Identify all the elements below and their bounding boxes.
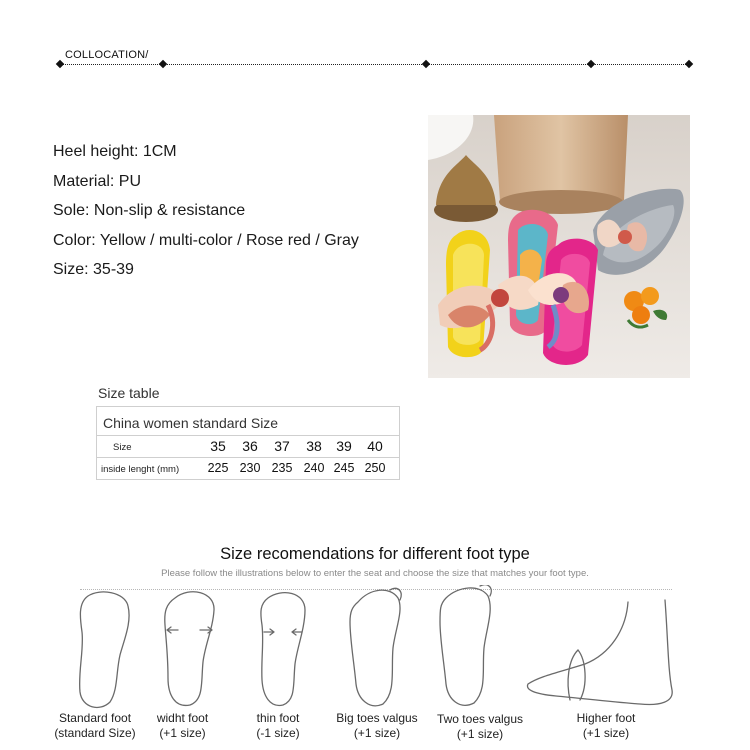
divider-marker (159, 60, 167, 68)
spec-color: Color: Yellow / multi-color / Rose red / Gray (53, 231, 359, 249)
two-toes-valgus-icon (440, 585, 491, 705)
foot-type-name: thin foot (256, 711, 300, 725)
divider-marker (56, 60, 64, 68)
length-cell: 235 (271, 461, 293, 475)
length-cell: 240 (303, 461, 325, 475)
foot-type-label (45, 711, 145, 741)
standard-foot-icon (80, 592, 130, 708)
foot-type-name: Two toes valgus (436, 712, 524, 726)
spec-sole: Sole: Non-slip & resistance (53, 202, 246, 219)
foot-type-label (140, 711, 225, 741)
foot-type-name: Standard foot (58, 711, 132, 725)
size-table-title: Size table (98, 385, 160, 401)
spec-heel-height: Heel height: 1CM (53, 143, 177, 160)
foot-type-label (238, 711, 318, 741)
divider-marker (685, 60, 693, 68)
foot-type-illustrations (0, 585, 750, 710)
wide-foot-icon (165, 592, 214, 706)
size-table-header-label: China women standard Size (103, 415, 279, 431)
length-row (97, 458, 399, 479)
size-cell: 35 (210, 438, 226, 454)
foot-type-name: widht foot (156, 711, 209, 725)
foot-type-note: (+1 size) (582, 726, 630, 740)
product-photo (428, 115, 690, 378)
foot-type-label (328, 711, 426, 741)
divider-marker (587, 60, 595, 68)
foot-type-note: (+1 size) (353, 726, 401, 740)
spec-material: Material: PU (53, 172, 142, 190)
size-table (96, 406, 400, 480)
size-row-label: Size (113, 442, 132, 453)
higher-foot-icon (527, 600, 672, 704)
size-row (97, 436, 399, 458)
size-cell: 36 (242, 438, 258, 454)
product-specs (53, 137, 359, 285)
length-row-label: inside lenght (mm) (101, 464, 180, 475)
big-toes-valgus-icon (350, 588, 401, 705)
length-cell: 245 (333, 461, 355, 475)
size-cell: 40 (367, 438, 383, 454)
foot-type-note: (standard Size) (54, 726, 136, 740)
spec-size: Size: 35-39 (53, 261, 134, 278)
size-cell: 39 (336, 438, 352, 454)
section-label: COLLOCATION/ (65, 49, 149, 61)
foot-type-name: Big toes valgus (336, 711, 418, 725)
thin-foot-icon (261, 593, 305, 706)
foot-type-note: (-1 size) (256, 726, 300, 740)
dotted-divider (60, 64, 692, 65)
size-cell: 37 (274, 438, 290, 454)
length-cell: 225 (207, 461, 229, 475)
foot-type-note: (+1 size) (456, 727, 504, 741)
foot-type-label (560, 711, 652, 741)
foot-type-label (430, 712, 530, 742)
size-cell: 38 (306, 438, 322, 454)
foot-type-name: Higher foot (576, 711, 636, 725)
length-cell: 230 (239, 461, 261, 475)
recommendations-subtitle: Please follow the illustrations below to enter the seat and choose the size that matches your foot type. (161, 568, 589, 579)
divider-marker (422, 60, 430, 68)
foot-type-note: (+1 size) (159, 726, 206, 740)
length-cell: 250 (364, 461, 386, 475)
size-table-header (97, 407, 399, 436)
recommendations-title: Size recomendations for different foot type (220, 545, 530, 563)
